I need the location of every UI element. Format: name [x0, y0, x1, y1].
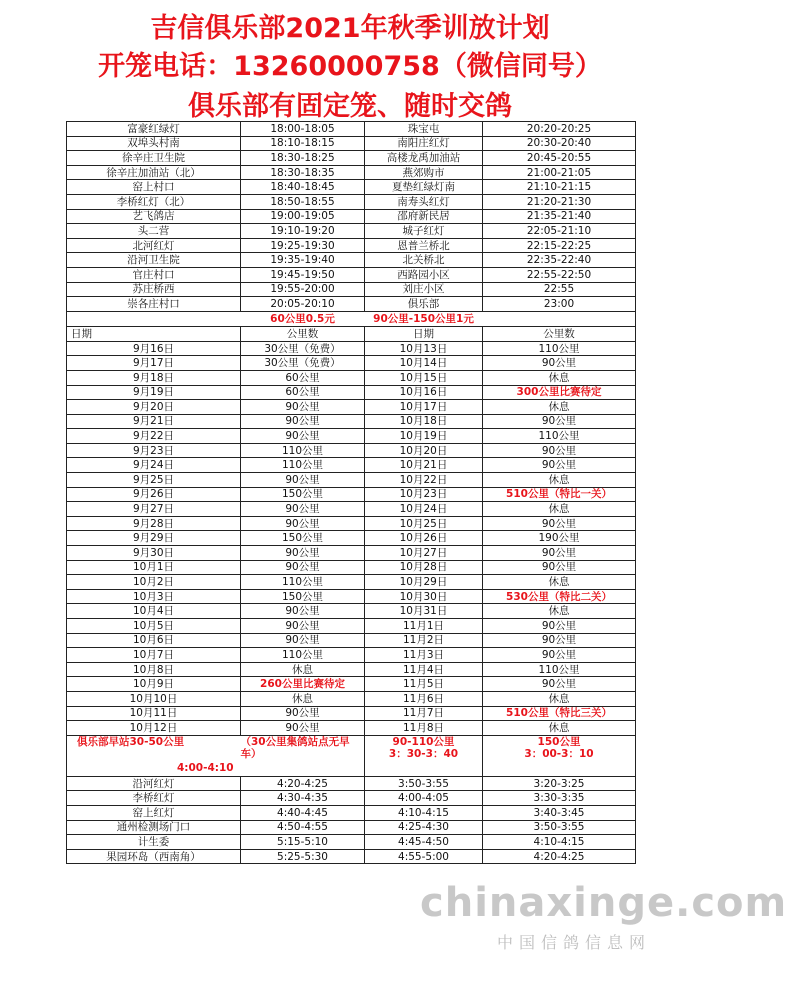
schedule-row-cell: 10月17日 — [365, 400, 483, 415]
morning-row — [67, 805, 636, 820]
morning-row-cell: 4:10-4:15 — [483, 835, 636, 850]
schedule-row — [67, 677, 636, 692]
schedule-row — [67, 604, 636, 619]
schedule-row-cell: 90公里 — [241, 473, 365, 488]
schedule-row-cell: 90公里 — [483, 356, 636, 371]
schedule-row — [67, 429, 636, 444]
schedule-row-cell: 90公里 — [241, 560, 365, 575]
station-row-cell: 夏垫红绿灯南 — [365, 180, 483, 195]
station-row-cell: 19:25-19:30 — [241, 238, 365, 253]
distance-header: 公里数 — [241, 326, 365, 341]
station-row-cell: 23:00 — [483, 297, 636, 312]
station-row — [67, 165, 636, 180]
station-row — [67, 194, 636, 209]
station-row-cell: 邵府新民居 — [365, 209, 483, 224]
schedule-row-cell: 10月16日 — [365, 385, 483, 400]
schedule-row-cell: 9月27日 — [67, 502, 241, 517]
station-row-cell: 19:35-19:40 — [241, 253, 365, 268]
station-row-cell: 22:05-21:10 — [483, 224, 636, 239]
schedule-row-cell: 510公里（特比三关） — [483, 706, 636, 721]
station-row-cell: 徐辛庄卫生院 — [67, 151, 241, 166]
morning-row — [67, 849, 636, 864]
morning-club-time: 4:00-4:10 — [177, 761, 234, 774]
schedule-row-cell: 30公里（免费） — [241, 356, 365, 371]
schedule-row-cell: 10月2日 — [67, 575, 241, 590]
schedule-row-cell: 休息 — [483, 473, 636, 488]
morning-row-cell: 4:50-4:55 — [241, 820, 365, 835]
schedule-row-cell: 110公里 — [483, 662, 636, 677]
schedule-row-cell: 休息 — [483, 575, 636, 590]
station-row-cell: 南寿头红灯 — [365, 194, 483, 209]
schedule-row-cell: 11月6日 — [365, 691, 483, 706]
schedule-row-cell: 90公里 — [241, 400, 365, 415]
station-row — [67, 282, 636, 297]
schedule-row-cell: 10月26日 — [365, 531, 483, 546]
schedule-row — [67, 546, 636, 561]
station-row-cell: 20:05-20:10 — [241, 297, 365, 312]
schedule-row-cell: 10月4日 — [67, 604, 241, 619]
schedule-row-cell: 休息 — [483, 691, 636, 706]
schedule-row-cell: 60公里 — [241, 385, 365, 400]
schedule-row-cell: 休息 — [483, 370, 636, 385]
schedule-row — [67, 458, 636, 473]
station-row-cell: 珠宝屯 — [365, 122, 483, 137]
station-row — [67, 253, 636, 268]
morning-row-cell: 5:25-5:30 — [241, 849, 365, 864]
schedule-row-cell: 90公里 — [483, 516, 636, 531]
schedule-row — [67, 560, 636, 575]
station-row — [67, 180, 636, 195]
schedule-row-cell: 10月28日 — [365, 560, 483, 575]
station-row-cell: 19:45-19:50 — [241, 267, 365, 282]
station-row — [67, 224, 636, 239]
schedule-row-cell: 10月30日 — [365, 589, 483, 604]
schedule-row-cell: 90公里 — [483, 677, 636, 692]
morning-header-section — [67, 735, 636, 776]
station-row-cell: 俱乐部 — [365, 297, 483, 312]
schedule-row-cell: 190公里 — [483, 531, 636, 546]
schedule-row-cell: 10月27日 — [365, 546, 483, 561]
schedule-row-cell: 110公里 — [241, 443, 365, 458]
morning-row-cell: 4:20-4:25 — [241, 776, 365, 791]
schedule-row-cell: 10月9日 — [67, 677, 241, 692]
schedule-header-row — [67, 326, 636, 341]
schedule-row-cell: 110公里 — [241, 648, 365, 663]
schedule-row — [67, 619, 636, 634]
morning-row-cell: 3:20-3:25 — [483, 776, 636, 791]
station-row-cell: 李桥红灯（北） — [67, 194, 241, 209]
schedule-row-cell: 10月8日 — [67, 662, 241, 677]
morning-150-label: 150公里 — [537, 735, 581, 748]
station-row-cell: 高楼龙禹加油站 — [365, 151, 483, 166]
schedule-row-cell: 9月23日 — [67, 443, 241, 458]
schedule-row-cell: 150公里 — [241, 589, 365, 604]
morning-row-cell: 沿河红灯 — [67, 776, 241, 791]
schedule-row-cell: 90公里 — [241, 429, 365, 444]
schedule-row-cell: 11月7日 — [365, 706, 483, 721]
station-row-cell: 官庄村口 — [67, 267, 241, 282]
schedule-row-cell: 10月13日 — [365, 341, 483, 356]
schedule-row — [67, 662, 636, 677]
fee-60km: 60公里0.5元 — [241, 311, 365, 326]
schedule-row — [67, 721, 636, 736]
schedule-row-cell: 90公里 — [241, 633, 365, 648]
station-row-cell: 双埠头村南 — [67, 136, 241, 151]
schedule-row-cell: 11月2日 — [365, 633, 483, 648]
morning-row-cell: 3:50-3:55 — [483, 820, 636, 835]
schedule-row-cell: 11月4日 — [365, 662, 483, 677]
schedule-row — [67, 341, 636, 356]
schedule-row-cell: 10月11日 — [67, 706, 241, 721]
schedule-row-cell: 10月23日 — [365, 487, 483, 502]
station-row — [67, 122, 636, 137]
station-row — [67, 267, 636, 282]
station-row-cell: 头二营 — [67, 224, 241, 239]
morning-row — [67, 820, 636, 835]
station-row — [67, 209, 636, 224]
morning-150-time: 3：00-3：10 — [524, 747, 594, 760]
morning-row-cell: 窑上红灯 — [67, 805, 241, 820]
schedule-row-cell: 110公里 — [241, 458, 365, 473]
station-row-cell: 艺飞鸽店 — [67, 209, 241, 224]
schedule-table — [66, 121, 636, 864]
station-row-cell: 20:45-20:55 — [483, 151, 636, 166]
schedule-row-cell: 9月21日 — [67, 414, 241, 429]
schedule-row-cell: 11月1日 — [365, 619, 483, 634]
morning-90-110-label: 90-110公里 — [392, 735, 455, 748]
schedule-row-cell: 9月26日 — [67, 487, 241, 502]
schedule-row — [67, 589, 636, 604]
morning-row-cell: 通州检测场门口 — [67, 820, 241, 835]
schedule-row-cell: 90公里 — [241, 604, 365, 619]
station-row — [67, 151, 636, 166]
station-row-cell: 苏庄桥西 — [67, 282, 241, 297]
station-row-cell: 城子红灯 — [365, 224, 483, 239]
morning-row-cell: 3:50-3:55 — [365, 776, 483, 791]
schedule-row-cell: 10月18日 — [365, 414, 483, 429]
morning-row — [67, 791, 636, 806]
station-row-cell: 22:15-22:25 — [483, 238, 636, 253]
morning-row-cell: 4:55-5:00 — [365, 849, 483, 864]
schedule-row-cell: 90公里 — [241, 619, 365, 634]
schedule-row-cell: 10月20日 — [365, 443, 483, 458]
schedule-row-cell: 90公里 — [241, 516, 365, 531]
station-row-cell: 南阳庄红灯 — [365, 136, 483, 151]
morning-no-car-note: （30公里集鸽站点无早车） — [241, 735, 365, 776]
station-row-cell: 21:10-21:15 — [483, 180, 636, 195]
distance-header: 公里数 — [483, 326, 636, 341]
morning-row-cell: 4:25-4:30 — [365, 820, 483, 835]
schedule-row-cell: 90公里 — [483, 414, 636, 429]
schedule-row-cell: 10月15日 — [365, 370, 483, 385]
schedule-row-cell: 10月1日 — [67, 560, 241, 575]
schedule-row — [67, 385, 636, 400]
station-row — [67, 136, 636, 151]
schedule-section — [67, 341, 636, 735]
schedule-row-cell: 90公里 — [483, 546, 636, 561]
station-row-cell: 恩普兰桥北 — [365, 238, 483, 253]
station-row-cell: 刘庄小区 — [365, 282, 483, 297]
station-row-cell: 沿河卫生院 — [67, 253, 241, 268]
schedule-row-cell: 休息 — [483, 604, 636, 619]
schedule-row-cell: 90公里 — [241, 706, 365, 721]
morning-row-cell: 4:40-4:45 — [241, 805, 365, 820]
schedule-row-cell: 11月5日 — [365, 677, 483, 692]
schedule-row — [67, 706, 636, 721]
schedule-row — [67, 502, 636, 517]
schedule-row — [67, 531, 636, 546]
schedule-row-cell: 9月18日 — [67, 370, 241, 385]
schedule-row-cell: 10月25日 — [365, 516, 483, 531]
fee-90-150km: 90公里-150公里1元 — [365, 311, 483, 326]
schedule-row — [67, 473, 636, 488]
schedule-row-cell: 150公里 — [241, 531, 365, 546]
schedule-row-cell: 9月30日 — [67, 546, 241, 561]
schedule-row-cell: 90公里 — [241, 502, 365, 517]
schedule-row-cell: 300公里比赛待定 — [483, 385, 636, 400]
schedule-row-cell: 9月20日 — [67, 400, 241, 415]
station-row-cell: 18:30-18:35 — [241, 165, 365, 180]
schedule-row — [67, 443, 636, 458]
date-header: 日期 — [365, 326, 483, 341]
schedule-row — [67, 516, 636, 531]
schedule-row-cell: 休息 — [483, 400, 636, 415]
schedule-row-cell: 260公里比赛待定 — [241, 677, 365, 692]
station-section — [67, 122, 636, 312]
schedule-row-cell: 10月24日 — [365, 502, 483, 517]
morning-row-cell: 计生委 — [67, 835, 241, 850]
schedule-row-cell: 90公里 — [483, 458, 636, 473]
schedule-row-cell: 9月22日 — [67, 429, 241, 444]
schedule-row-cell: 11月3日 — [365, 648, 483, 663]
schedule-row-cell: 90公里 — [241, 414, 365, 429]
station-row-cell: 19:00-19:05 — [241, 209, 365, 224]
schedule-row-cell: 10月7日 — [67, 648, 241, 663]
schedule-row — [67, 356, 636, 371]
schedule-row-cell: 休息 — [241, 691, 365, 706]
morning-row-cell: 4:45-4:50 — [365, 835, 483, 850]
schedule-row-cell: 90公里 — [483, 619, 636, 634]
schedule-row-cell: 休息 — [483, 502, 636, 517]
station-row-cell: 20:30-20:40 — [483, 136, 636, 151]
station-row-cell: 18:30-18:25 — [241, 151, 365, 166]
schedule-row-cell: 110公里 — [241, 575, 365, 590]
schedule-row-cell: 150公里 — [241, 487, 365, 502]
schedule-row-cell: 10月6日 — [67, 633, 241, 648]
schedule-row — [67, 414, 636, 429]
station-row-cell: 18:10-18:15 — [241, 136, 365, 151]
schedule-row-cell: 10月5日 — [67, 619, 241, 634]
schedule-row — [67, 633, 636, 648]
schedule-row — [67, 648, 636, 663]
schedule-row-cell: 10月3日 — [67, 589, 241, 604]
schedule-row-cell: 9月17日 — [67, 356, 241, 371]
schedule-row-cell: 10月14日 — [365, 356, 483, 371]
schedule-row-cell: 90公里 — [241, 721, 365, 736]
station-row-cell: 21:35-21:40 — [483, 209, 636, 224]
morning-90-110-time: 3：30-3：40 — [388, 747, 459, 760]
title-line-2: 开笼电话：13260000758（微信同号） — [98, 51, 602, 82]
station-row-cell: 富豪红绿灯 — [67, 122, 241, 137]
morning-row-cell: 5:15-5:10 — [241, 835, 365, 850]
station-row-cell: 18:00-18:05 — [241, 122, 365, 137]
morning-row-cell: 4:10-4:15 — [365, 805, 483, 820]
station-row-cell: 22:35-22:40 — [483, 253, 636, 268]
morning-row-cell: 果园环岛（西南角） — [67, 849, 241, 864]
station-row-cell: 19:10-19:20 — [241, 224, 365, 239]
schedule-row-cell: 休息 — [241, 662, 365, 677]
schedule-row-cell: 110公里 — [483, 429, 636, 444]
station-row-cell: 北关桥北 — [365, 253, 483, 268]
schedule-row-cell: 90公里 — [483, 443, 636, 458]
schedule-row-cell: 90公里 — [483, 633, 636, 648]
morning-row-cell: 3:40-3:45 — [483, 805, 636, 820]
schedule-row-cell: 9月19日 — [67, 385, 241, 400]
fee-section — [67, 311, 636, 341]
morning-section — [67, 776, 636, 864]
date-header: 日期 — [67, 326, 241, 341]
schedule-row-cell: 10月10日 — [67, 691, 241, 706]
schedule-row-cell: 60公里 — [241, 370, 365, 385]
schedule-row-cell: 9月28日 — [67, 516, 241, 531]
schedule-row-cell: 9月16日 — [67, 341, 241, 356]
schedule-row-cell: 11月8日 — [365, 721, 483, 736]
morning-row — [67, 835, 636, 850]
schedule-row-cell: 9月25日 — [67, 473, 241, 488]
watermark-name: 中国信鸽信息网 — [497, 933, 652, 952]
station-row-cell: 20:20-20:25 — [483, 122, 636, 137]
schedule-row — [67, 575, 636, 590]
morning-row-cell: 3:30-3:35 — [483, 791, 636, 806]
morning-row-cell: 4:00-4:05 — [365, 791, 483, 806]
station-row-cell: 21:20-21:30 — [483, 194, 636, 209]
schedule-row-cell: 10月22日 — [365, 473, 483, 488]
schedule-row-cell: 90公里 — [241, 546, 365, 561]
morning-club-station: 俱乐部早站30-50公里 — [77, 735, 185, 748]
schedule-row-cell: 110公里 — [483, 341, 636, 356]
schedule-row-cell: 90公里 — [483, 648, 636, 663]
station-row — [67, 238, 636, 253]
station-row-cell: 21:00-21:05 — [483, 165, 636, 180]
station-row-cell: 窑上村口 — [67, 180, 241, 195]
station-row-cell: 崇各庄村口 — [67, 297, 241, 312]
schedule-row-cell: 90公里 — [483, 560, 636, 575]
title-line-3: 俱乐部有固定笼、随时交鸽 — [188, 91, 512, 122]
schedule-row — [67, 400, 636, 415]
station-row-cell: 22:55 — [483, 282, 636, 297]
morning-row-cell: 4:30-4:35 — [241, 791, 365, 806]
station-row-cell: 徐辛庄加油站（北） — [67, 165, 241, 180]
station-row-cell: 北河红灯 — [67, 238, 241, 253]
station-row-cell: 22:55-22:50 — [483, 267, 636, 282]
watermark-site: chinaxinge.com — [420, 880, 787, 926]
station-row-cell: 18:40-18:45 — [241, 180, 365, 195]
schedule-row-cell: 9月29日 — [67, 531, 241, 546]
schedule-row-cell: 10月29日 — [365, 575, 483, 590]
station-row-cell: 19:55-20:00 — [241, 282, 365, 297]
station-row — [67, 297, 636, 312]
station-row-cell: 18:50-18:55 — [241, 194, 365, 209]
morning-row-cell: 4:20-4:25 — [483, 849, 636, 864]
schedule-row-cell: 9月24日 — [67, 458, 241, 473]
schedule-row-cell: 10月21日 — [365, 458, 483, 473]
schedule-row-cell: 10月12日 — [67, 721, 241, 736]
morning-row-cell: 李桥红灯 — [67, 791, 241, 806]
station-row-cell: 燕郊购市 — [365, 165, 483, 180]
schedule-row-cell: 530公里（特比二关） — [483, 589, 636, 604]
station-row-cell: 西路园小区 — [365, 267, 483, 282]
schedule-row-cell: 10月19日 — [365, 429, 483, 444]
schedule-row — [67, 370, 636, 385]
title-line-1: 吉信俱乐部2021年秋季训放计划 — [150, 13, 550, 44]
schedule-row-cell: 510公里（特比一关） — [483, 487, 636, 502]
morning-row — [67, 776, 636, 791]
schedule-row — [67, 487, 636, 502]
schedule-row-cell: 休息 — [483, 721, 636, 736]
schedule-row-cell: 10月31日 — [365, 604, 483, 619]
schedule-row-cell: 30公里（免费） — [241, 341, 365, 356]
schedule-row — [67, 691, 636, 706]
